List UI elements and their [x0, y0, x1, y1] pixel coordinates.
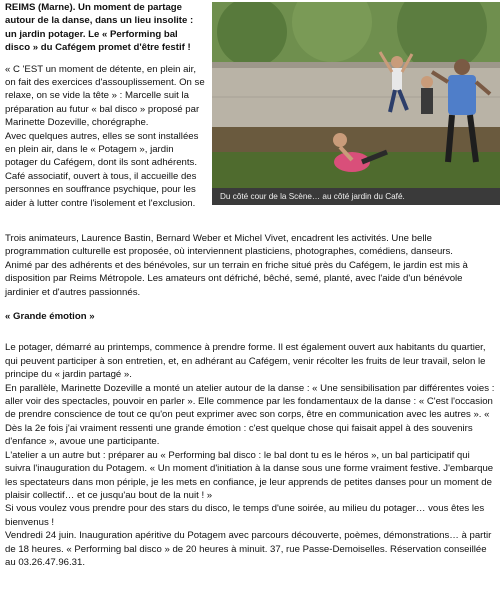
- body-paragraph-6: Si vous voulez vous prendre pour des stars du disco, le temps d'une soirée, au milieu du potager… vous êtes les bienvenus !: [5, 503, 485, 528]
- dancers-garden-photo: [212, 2, 500, 188]
- body-paragraph-3: Le potager, démarré au printemps, commence à prendre forme. Il est également ouvert aux habitants du quartier, qui peuvent participer à son entretien, et, en adhérant au Cafégem, venir récolter les fruits de leur travail, selon le principe du « jardin partagé ».: [5, 342, 486, 381]
- body-paragraph-1: Trois animateurs, Laurence Bastin, Bernard Weber et Michel Vivet, encadrent les activités. Une belle programmation culturelle est proposée, où interviennent plasticiens, photographes, comédiens, danseurs.: [5, 233, 453, 258]
- intro-paragraph-2: Avec quelques autres, elles se sont installées en plein air, dans le « Potagem », jardin potager du Cafégem, dont ils sont adhérents. Café associatif, ouvert à tous, il accueille des personnes en souffrance psychique, pour les aider à lutter contre l'isolement et l'exclusion.: [5, 130, 199, 209]
- photo-caption: Du côté cour de la Scène… au côté jardin du Café.: [212, 188, 500, 205]
- intro-paragraph-1: « C 'EST un moment de détente, en plein air, on fait des exercices d'assouplissement. On se relaxe, on se vide la tête » : Marcelle suit la préparation au futur « bal disco » proposé par Marinette Dozeville, chorégraphe.: [5, 63, 205, 129]
- article-headline: REIMS (Marne). Un moment de partage autour de la danse, dans un lieu insolite : un jardin potager. Le « Performing bal disco » du Cafégem promet d'être festif !: [5, 2, 194, 54]
- body-paragraph-2: Animé par des adhérents et des bénévoles, sur un terrain en friche situé près du Cafégem, le jardin est mis à disposition par Reims Métropole. Les amateurs ont défriché, bêché, semé, planté, avec l'aide d'un bénévole jardinier et d'autres passionnés.: [5, 259, 468, 298]
- article-photo: [212, 2, 500, 188]
- article-photo-figure: [212, 2, 500, 205]
- article-lead: [5, 1, 205, 210]
- body-paragraph-7: Vendredi 24 juin. Inauguration apéritive du Potagem avec parcours découverte, poèmes, démonstrations… à partir de 18 heures. « Performing bal disco » de 20 heures à minuit. 37, rue Passe-Demoiselles. Réservation conseillée au 03.26.47.96.31.: [5, 530, 492, 568]
- section-heading: « Grande émotion »: [5, 311, 95, 323]
- article-body: [5, 232, 495, 569]
- body-paragraph-5: L'atelier a un autre but : préparer au « Performing bal disco : le bal dont tu es le héros », un bal participatif qui suivra l'inauguration du Potagem. « Un moment d'initiation à la danse sous une forme vraiment festive. J'embarque les spectateurs dans mon périple, je les mets en confiance, je leur apprends de petites danses pour un moment de plaisir collectif… et ce jusqu'au bout de la nuit ! »: [5, 449, 494, 501]
- body-paragraph-4: En parallèle, Marinette Dozeville a monté un atelier autour de la danse : « Une sensibilisation par différentes voies : aller voir des spectacles, pouvoir en parler ». Elle commence par les fondamentaux de la danse : « C'est l'occasion de prendre conscience de tout ce qu'on peut exprimer avec son corps, être en communication avec les autres ». « Dès la 2e fois j'ai vraiment ressenti une grande émotion : c'est quelque chose qui faisait appel à des souvenirs d'enfance », avoue une participante.: [5, 382, 495, 448]
